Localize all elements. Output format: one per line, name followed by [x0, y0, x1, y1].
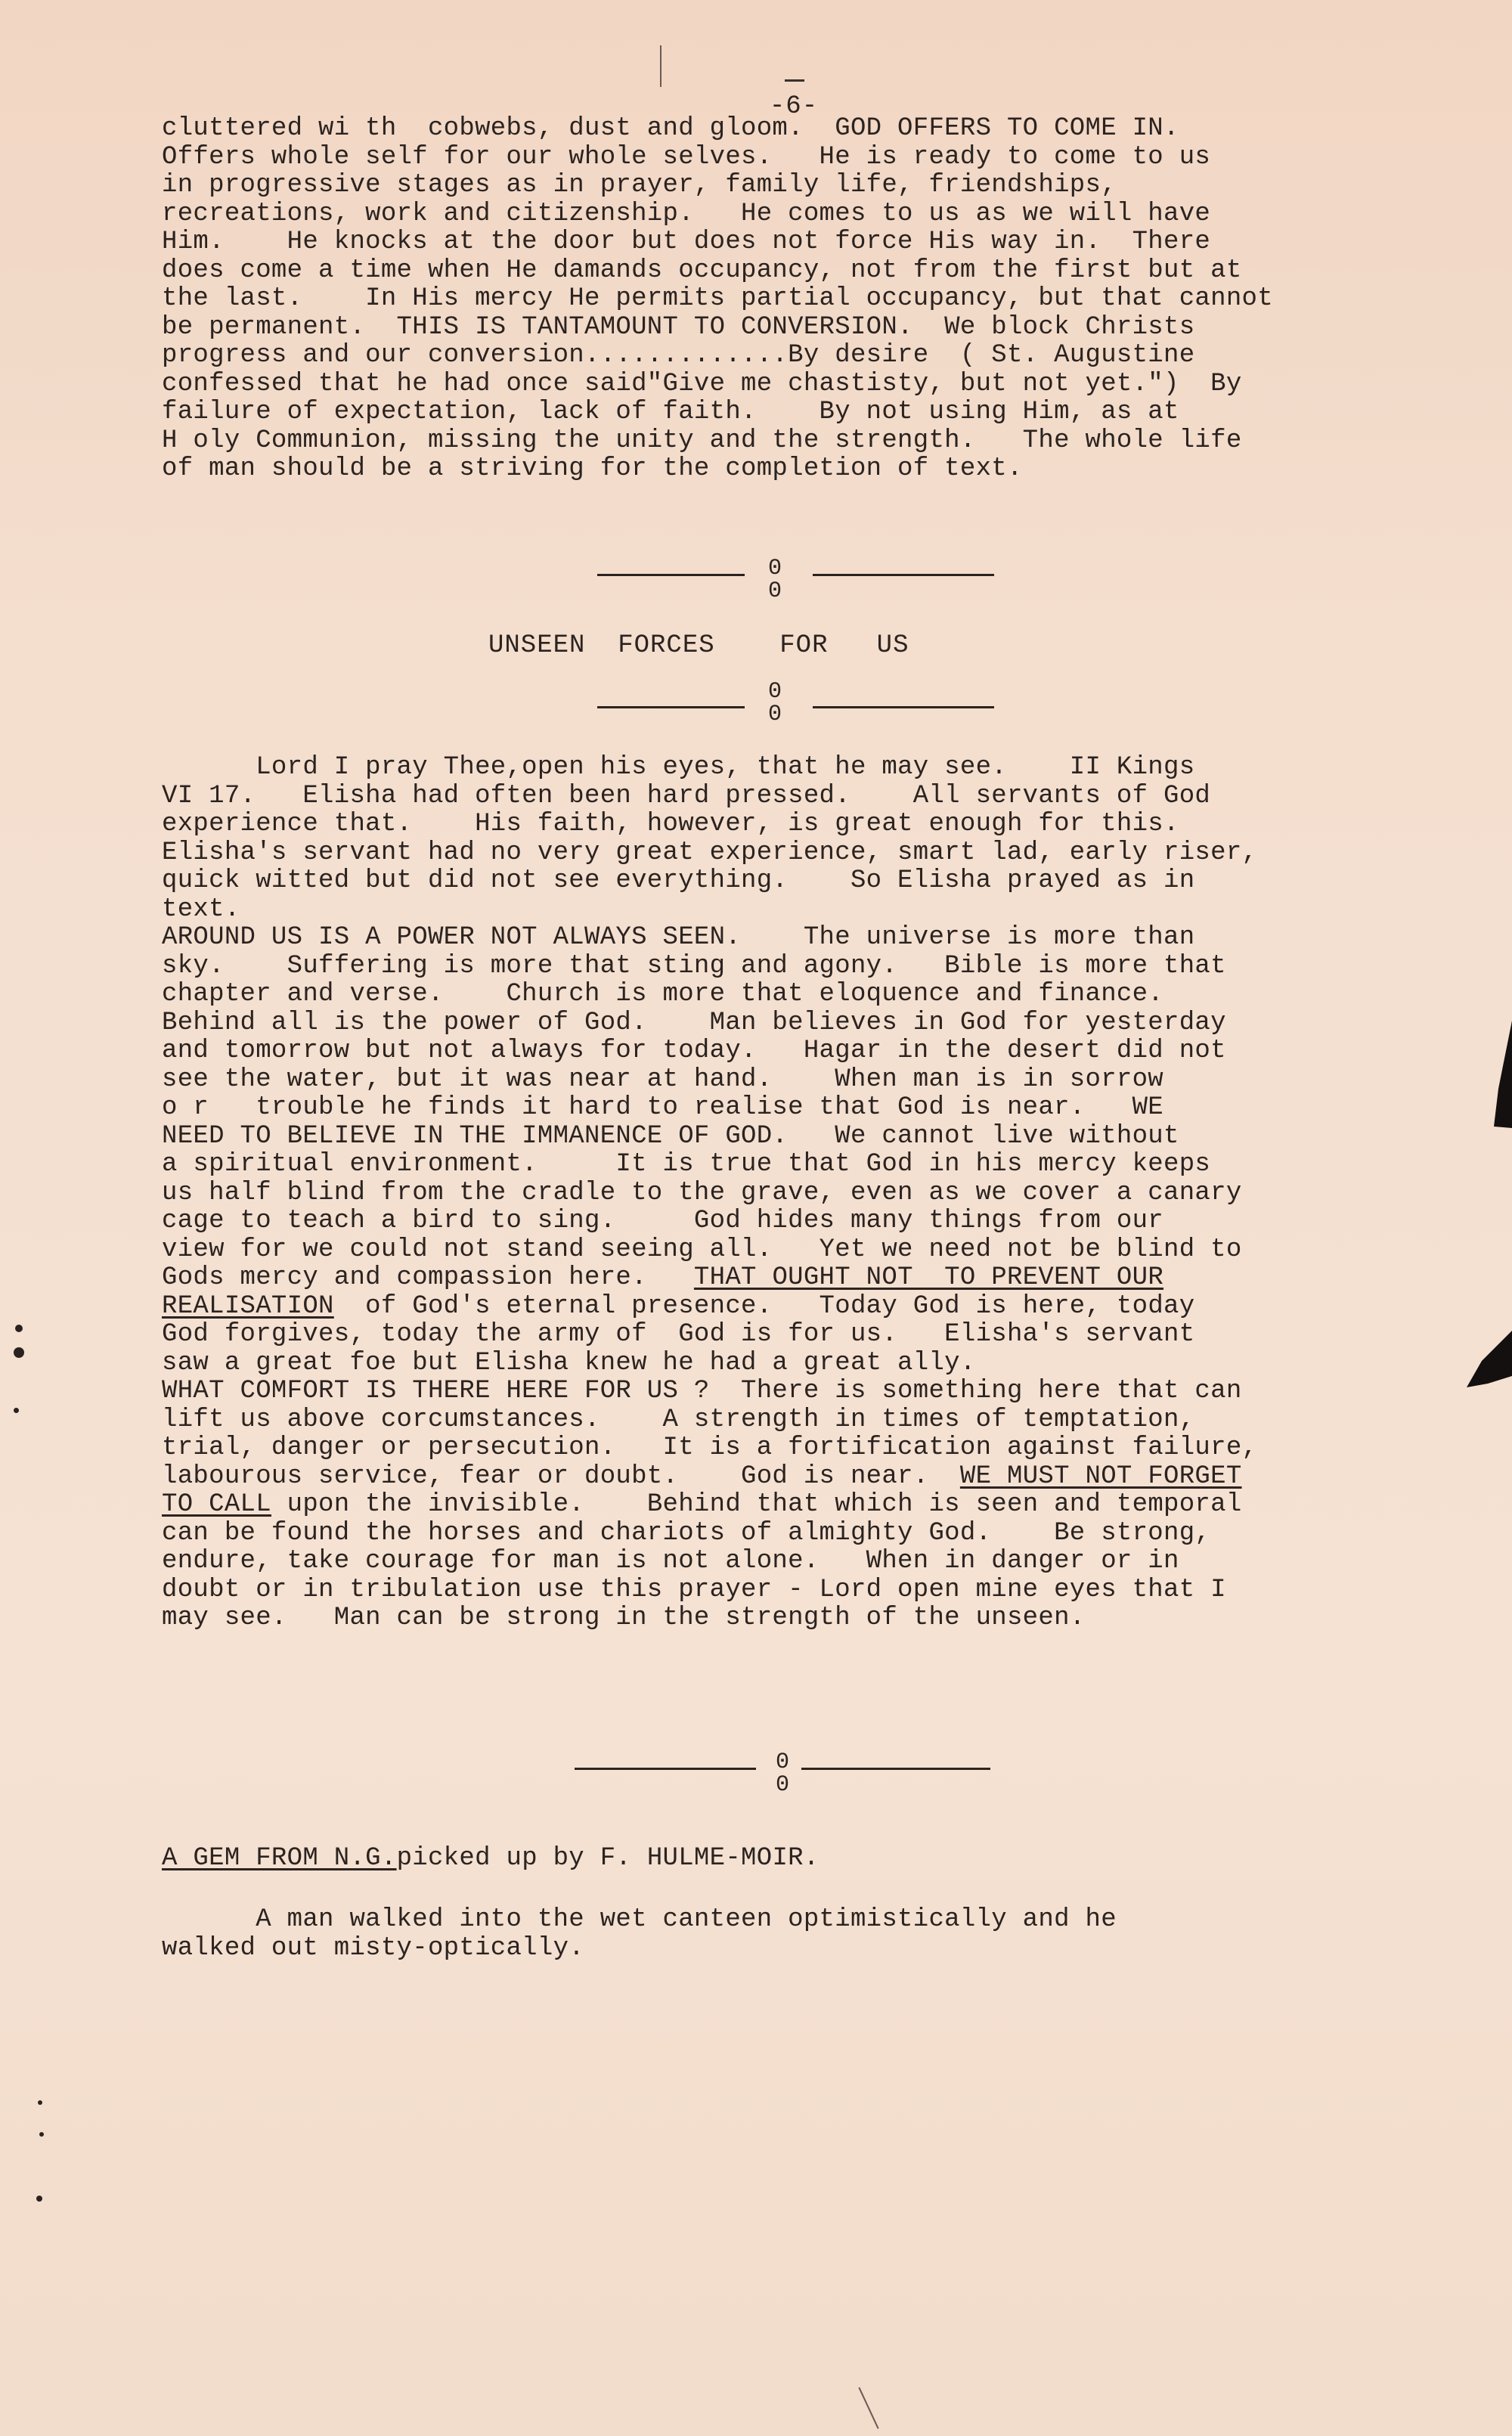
- text-line: cage to teach a bird to sing. God hides many things from our: [162, 1207, 1164, 1235]
- text-line: us half blind from the cradle to the grave, even as we cover a canary: [162, 1178, 1242, 1207]
- paper-speck: [36, 2196, 42, 2202]
- separator-mark: 0: [767, 556, 782, 581]
- separator-3: [575, 1751, 1028, 1804]
- page-number-dash: [785, 79, 804, 82]
- text-line: be permanent. THIS IS TANTAMOUNT TO CONVERSION. We block Christs: [162, 312, 1195, 342]
- separator-line: [813, 574, 994, 576]
- gem-text-line: walked out misty-optically.: [162, 1933, 584, 1963]
- text-line: VI 17. Elisha had often been hard pressed. All servants of God: [162, 781, 1211, 810]
- paper-speck: [15, 1325, 23, 1332]
- text-line: cluttered wi th cobwebs, dust and gloom. GOD OFFERS TO COME IN.: [162, 114, 1179, 143]
- underlined-phrase: TO CALL: [162, 1490, 271, 1519]
- text-line: can be found the horses and chariots of almighty God. Be strong,: [162, 1518, 1211, 1548]
- text-line: text.: [162, 894, 240, 924]
- text-line: Offers whole self for our whole selves. He is ready to come to us: [162, 142, 1211, 172]
- text-line: Him. He knocks at the door but does not force His way in. There: [162, 228, 1211, 256]
- text-line: recreations, work and citizenship. He comes to us as we will have: [162, 199, 1211, 228]
- text-line: o r trouble he finds it hard to realise that God is near. WE: [162, 1093, 1164, 1122]
- torn-edge-marks: [1452, 1006, 1512, 1414]
- separator-mark: 0: [775, 1750, 789, 1775]
- paper-speck: [38, 2100, 42, 2105]
- gem-text: [162, 1906, 1462, 1963]
- text-line: Behind all is the power of God. Man believes in God for yesterday: [162, 1008, 1226, 1037]
- text-line: sky. Suffering is more that sting and agony. Bible is more that: [162, 951, 1226, 981]
- text-line: Elisha's servant had no very great experience, smart lad, early riser,: [162, 838, 1258, 867]
- separator-line: [597, 574, 745, 576]
- text-line: H oly Communion, missing the unity and the strength. The whole life: [162, 426, 1242, 455]
- text-line: experience that. His faith, however, is great enough for this.: [162, 810, 1179, 838]
- text-line: in progressive stages as in prayer, family life, friendships,: [162, 171, 1117, 200]
- text-line: labourous service, fear or doubt. God is near. WE MUST NOT FORGET: [162, 1461, 1242, 1491]
- page-number: -6-: [769, 92, 819, 121]
- text-line: lift us above corcumstances. A strength in times of temptation,: [162, 1405, 1195, 1434]
- text-line: view for we could not stand seeing all. Yet we need not be blind to: [162, 1235, 1242, 1264]
- paper-speck: [39, 2132, 44, 2137]
- section-1-text: [162, 115, 1462, 484]
- separator-line: [597, 706, 745, 708]
- separator-mark: 0: [767, 679, 782, 705]
- separator-line: [813, 706, 994, 708]
- underlined-phrase: THAT OUGHT NOT TO PREVENT OUR: [693, 1263, 1164, 1292]
- section-heading: UNSEEN FORCES FOR US: [488, 631, 909, 660]
- gem-text-line: A man walked into the wet canteen optimistically and he: [162, 1905, 1117, 1934]
- underlined-phrase: REALISATION: [162, 1291, 334, 1321]
- text-line: Lord I pray Thee,open his eyes, that he may see. II Kings: [162, 753, 1195, 782]
- text-line: AROUND US IS A POWER NOT ALWAYS SEEN. The universe is more than: [162, 923, 1195, 952]
- text-line: doubt or in tribulation use this prayer - Lord open mine eyes that I: [162, 1575, 1226, 1604]
- text-line: of man should be a striving for the completion of text.: [162, 454, 1023, 483]
- section-2-text: [162, 754, 1462, 1633]
- text-line: God forgives, today the army of God is for us. Elisha's servant: [162, 1320, 1195, 1349]
- paper-fold-mark: [858, 2387, 878, 2428]
- text-line: TO CALL upon the invisible. Behind that which is seen and temporal: [162, 1490, 1242, 1519]
- text-line: trial, danger or persecution. It is a fortification against failure,: [162, 1433, 1258, 1462]
- underlined-phrase: WE MUST NOT FORGET: [959, 1461, 1242, 1491]
- text-line: progress and our conversion.............By desire ( St. Augustine: [162, 341, 1195, 370]
- text-line: chapter and verse. Church is more that eloquence and finance.: [162, 980, 1164, 1009]
- text-line: Gods mercy and compassion here. THAT OUGHT NOT TO PREVENT OUR: [162, 1263, 1164, 1292]
- paper-speck: [14, 1408, 19, 1413]
- text-line: the last. In His mercy He permits partial occupancy, but that cannot: [162, 284, 1273, 313]
- paper-fold-mark: [660, 45, 662, 87]
- text-line: see the water, but it was near at hand. When man is in sorrow: [162, 1065, 1164, 1094]
- gem-title: A GEM FROM N.G.: [162, 1844, 397, 1873]
- text-line: a spiritual environment. It is true that God in his mercy keeps: [162, 1150, 1211, 1179]
- text-line: may see. Man can be strong in the strength of the unseen.: [162, 1604, 1086, 1632]
- text-line: saw a great foe but Elisha knew he had a great ally.: [162, 1348, 976, 1378]
- text-line: quick witted but did not see everything. So Elisha prayed as in: [162, 866, 1195, 895]
- text-line: does come a time when He damands occupancy, not from the first but at: [162, 256, 1242, 285]
- separator-line: [575, 1768, 756, 1770]
- separator-line: [801, 1768, 990, 1770]
- text-line: WHAT COMFORT IS THERE HERE FOR US ? There is something here that can: [162, 1377, 1242, 1406]
- text-line: failure of expectation, lack of faith. By not using Him, as at: [162, 398, 1179, 426]
- paper-speck: [14, 1347, 24, 1358]
- text-line: and tomorrow but not always for today. Hagar in the desert did not: [162, 1037, 1226, 1065]
- gem-byline: picked up by F. HULME-MOIR.: [396, 1844, 820, 1873]
- text-line: NEED TO BELIEVE IN THE IMMANENCE OF GOD. We cannot live without: [162, 1121, 1179, 1151]
- separator-mark: 0: [775, 1772, 789, 1798]
- separator-mark: 0: [767, 578, 782, 604]
- separator-mark: 0: [767, 702, 782, 727]
- separator-1: [597, 557, 1051, 610]
- text-line: confessed that he had once said"Give me chastisty, but not yet.") By: [162, 369, 1242, 398]
- text-line: endure, take courage for man is not alone. When in danger or in: [162, 1547, 1179, 1576]
- separator-2: [597, 680, 1051, 733]
- text-line: REALISATION of God's eternal presence. Today God is here, today: [162, 1291, 1195, 1321]
- gem-title-line: [162, 1845, 1462, 1873]
